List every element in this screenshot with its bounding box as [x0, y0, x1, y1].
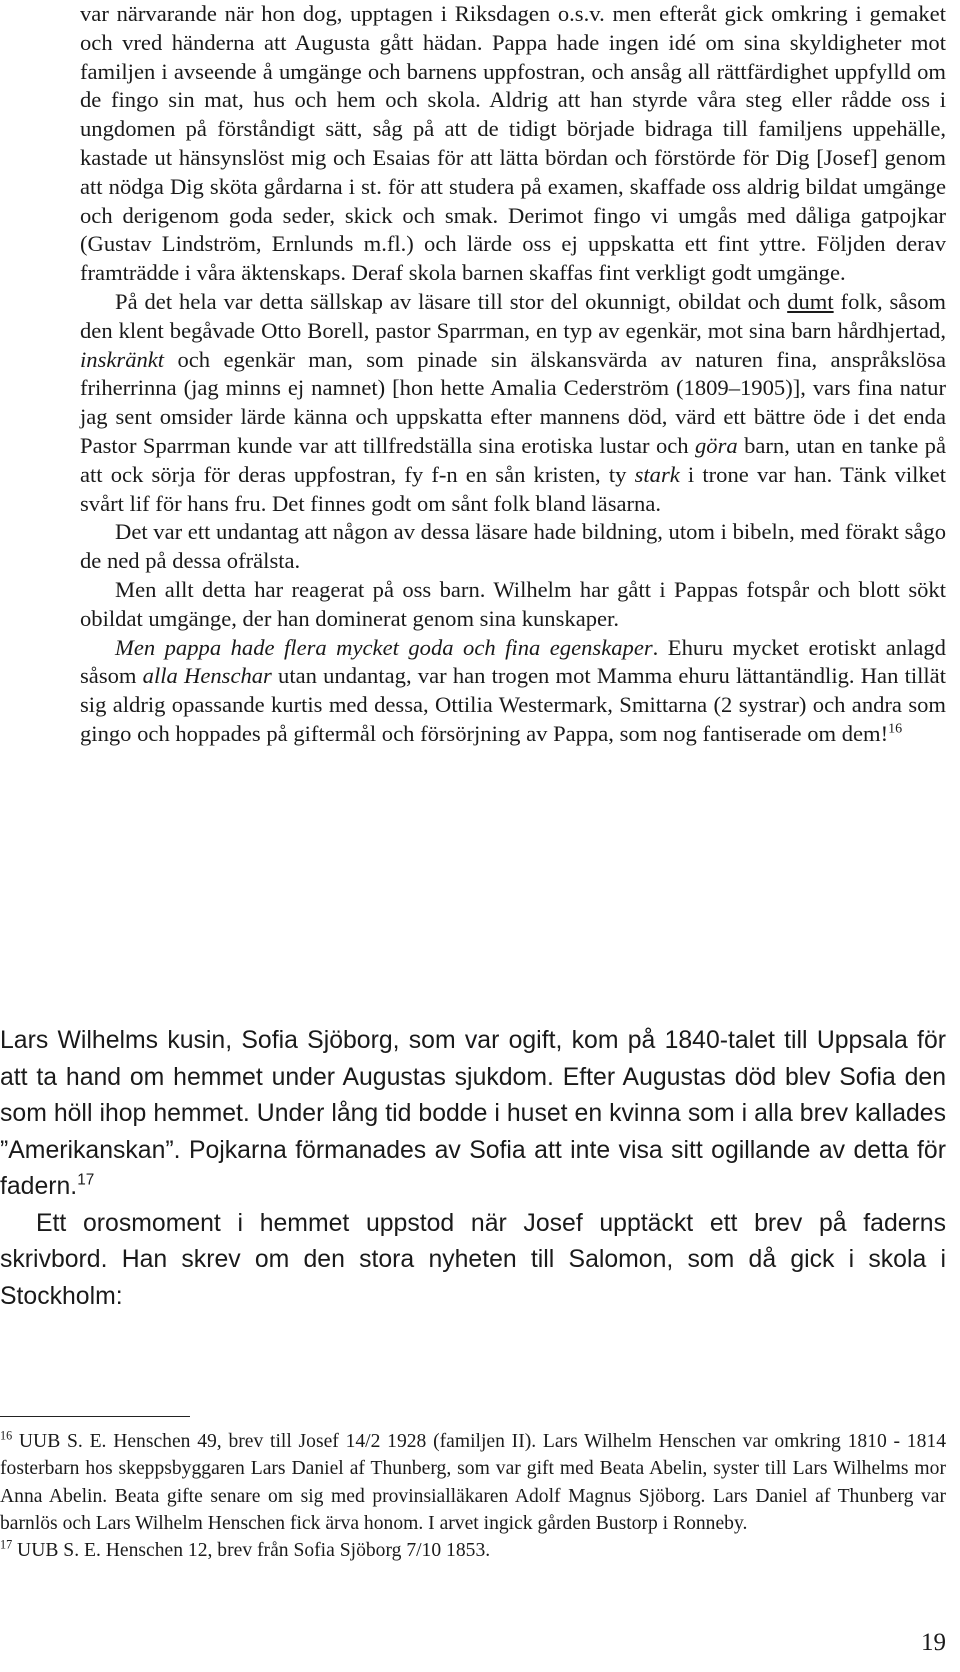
- quote-text: barn, utan en tanke på att ock sörja för deras uppfostran, fy f-n en sån kristen, ty: [80, 432, 946, 487]
- body-text: [0, 1023, 946, 1315]
- block-quote: [80, 0, 946, 749]
- italic-sentence: Men pappa hade flera mycket goda och fina egenskaper: [115, 634, 653, 660]
- footnotes: [0, 1428, 946, 1564]
- italic-word: alla Henschar: [142, 663, 272, 689]
- body-text-run: Ett orosmoment i hemmet uppstod när Josef upptäckt ett brev på faderns skrivbord. Han skrev om den stora nyheten till Salomon, som då gick i skola i Stockholm:: [0, 1209, 946, 1310]
- footnote-ref-17[interactable]: 17: [77, 1171, 95, 1189]
- quote-text: var närvarande när hon dog, upptagen i Riksdagen o.s.v. men efteråt gick omkring i gemaket och vred händerna att Augusta gått hädan. Pappa hade ingen idé om sina skyldigheter mot familjen i avseende å umgänge och barnens uppfostran, och ansåg all rättfärdighet uppfylld om de fingo sin mat, hus och hem och skola. Aldrig att han styrde våra steg eller rådde oss i ungdomen på förståndigt sätt, såg på att de tidigt började bidraga till familjens uppehälle, kastade ut hänsynslöst mig och Esaias för att lätta bördan och förstörde för Dig [Josef] genom att nödga Dig sköta gårdarna i st. för att studera på examen, skaffade oss aldrig bildat umgänge och derigenom goda seder, skick och smak. Derimot fingo vi umgås med dåliga gatpojkar (Gustav Lindström, Ernlunds m.fl.) och lärde oss ej uppskatta ett fint yttre. Följden derav framträdde i våra äktenskaps. Deraf skola barnen skaffas fint verkligt godt umgänge.: [80, 1, 946, 286]
- quote-text: folk, såsom den klent begåvade Otto Borell, pastor Sparrman, en typ av egenkär, mot sina barn hårdhjertad,: [80, 288, 947, 343]
- footnote-17: [0, 1537, 946, 1564]
- quote-text: Det var ett undantag att någon av dessa läsare hade bildning, utom i bibeln, med förakt sågo de ned på dessa ofrälsta.: [80, 519, 946, 574]
- quote-paragraph-4: [80, 576, 946, 634]
- quote-text: i trone var han. Tänk vilket svårt lif för hans fru. Det finnes godt om sånt folk bland läsarna.: [80, 461, 946, 516]
- body-text-run: Lars Wilhelms kusin, Sofia Sjöborg, som var ogift, kom på 1840-talet till Uppsala för att ta hand om hemmet under Augustas sjukdom. Efter Augustas död blev Sofia den som höll ihop hemmet. Under lång tid bodde i huset en kvinna som i alla brev kallades ”Amerikanskan”. Pojkarna förmanades av Sofia att inte visa sitt ogillande av detta för fadern.: [0, 1027, 946, 1200]
- quote-paragraph-1: [80, 0, 946, 288]
- quote-paragraph-3: [80, 518, 946, 576]
- quote-text: . Ehuru mycket erotiskt anlagd såsom: [80, 634, 946, 689]
- italic-word: inskränkt: [80, 346, 165, 372]
- page-number: 19: [921, 1629, 946, 1656]
- body-paragraph-1: [0, 1023, 946, 1206]
- quote-paragraph-5: [80, 634, 946, 749]
- quote-paragraph-2: [80, 288, 946, 518]
- italic-word: göra: [694, 432, 738, 458]
- quote-text: Men allt detta har reagerat på oss barn. Wilhelm har gått i Pappas fotspår och blott sökt obildat umgänge, der han dominerat genom sina kunskaper.: [80, 576, 946, 631]
- italic-word: stark: [634, 461, 680, 487]
- body-paragraph-2: [0, 1206, 946, 1316]
- footnote-text: UUB S. E. Henschen 49, brev till Josef 14/2 1928 (familjen II). Lars Wilhelm Henschen var omkring 1810 - 1814 fosterbarn hos skeppsbyggaren Lars Daniel af Thunberg, som var gift med Beata Abelin, syster till Lars Wilhelms mor Anna Abelin. Beata gifte senare om sig med provinsialläkaren Adolf Magnus Sjöborg. Lars Daniel af Thunberg var barnlös och Lars Wilhelm Henschen fick ärva honom. I arvet ingick gården Bustorp i Ronneby.: [0, 1431, 946, 1534]
- quote-text: utan undantag, var han trogen mot Mamma ehuru lättantändlig. Han tillät sig aldrig opassande kurtis med dessa, Ottilia Westermark, Smittarna (2 systrar) och andra som gingo och hoppades på giftermål och försörjning av Pappa, som nog fantiserade om dem!: [80, 663, 946, 746]
- footnote-separator: [0, 1416, 190, 1417]
- quote-text: På det hela var detta sällskap av läsare till stor del okunnigt, obildat och: [115, 288, 788, 314]
- footnote-ref-16[interactable]: 16: [888, 721, 903, 737]
- footnote-text: UUB S. E. Henschen 12, brev från Sofia Sjöborg 7/10 1853.: [12, 1540, 491, 1562]
- footnote-16: [0, 1428, 946, 1537]
- quote-text: och egenkär man, som pinade sin älskansvärda av naturen fina, anspråkslösa friherrinna (jag minns ej namnet) [hon hette Amalia Cederström (1809–1905)], vars fina natur jag sent omsider lärde känna och uppskatta efter mannens död, värd ett bättre öde i det enda Pastor Sparrman kunde var att tillfredställa sina erotiska lustar och: [80, 346, 946, 458]
- underlined-word: dumt: [787, 288, 834, 314]
- footnote-number: 16: [0, 1428, 13, 1443]
- footnote-number: 17: [0, 1537, 13, 1552]
